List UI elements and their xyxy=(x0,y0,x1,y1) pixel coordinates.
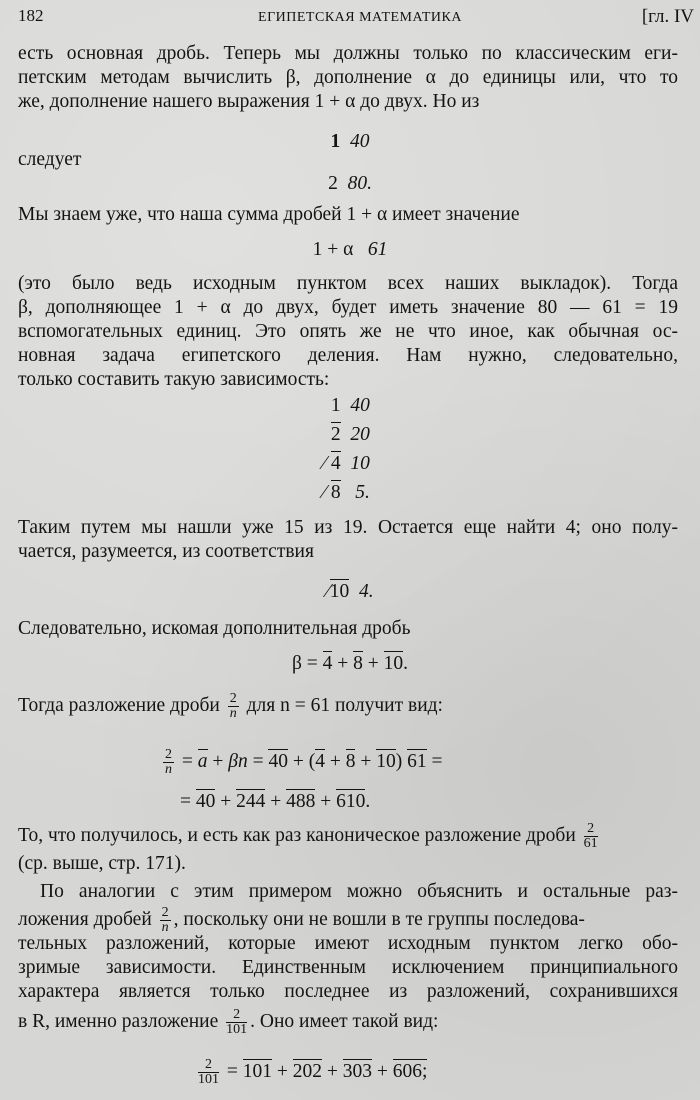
text-line: новная задача египетского деления. Нам нужно, следовательно, xyxy=(18,345,678,366)
text-line: Таким путем мы нашли уже 15 из 19. Остается еще найти 4; оно полу- xyxy=(18,517,678,538)
text-line: в R, именно разложение $\frac{2}{101}$ . Оно имеет такой вид: xyxy=(18,1007,439,1037)
text-line: же, дополнение нашего выражения 1 + α до двух. Но из xyxy=(18,91,480,112)
paragraph-2: Мы знаем уже, что наша сумма дробей 1 + α имеет значение xyxy=(18,204,520,225)
text-line: (ср. выше, стр. 171). xyxy=(18,853,186,874)
chapter-marker: [гл. IV xyxy=(641,6,694,27)
table-row: ⁄ 8 5. xyxy=(322,482,370,503)
text-line: По аналогии с этим примером можно объяснить и остальные раз- xyxy=(40,881,678,902)
page-number: 182 xyxy=(18,6,44,25)
text-follows: следует xyxy=(18,149,82,170)
equation-6: $\frac{2}{n}$ = a + βn = 40 + (4 + 8 + 10) 61 = xyxy=(165,747,443,777)
equation-7: = 40 + 244 + 488 + 610. xyxy=(180,791,371,812)
equation-1: 1 40 xyxy=(330,131,370,152)
paragraph-6: Тогда разложение дроби $\frac{2}{n}$ для n = 61 получит вид: xyxy=(18,691,443,721)
table-row: ⁄ 4 10 xyxy=(322,453,370,474)
paragraph-5: Следовательно, искомая дополнительная дробь xyxy=(18,618,411,639)
text-line: тельных разложений, которые имеют исходным пунктом легко обо- xyxy=(18,933,678,954)
text-line: ложения дробей $\frac{2}{n}$ , поскольку они не вошли в те группы последова- xyxy=(18,905,585,935)
table-row: 1 40 xyxy=(330,395,370,416)
equation-3: 1 + α 61 xyxy=(312,239,388,260)
text-line: только составить такую зависимость: xyxy=(18,369,330,390)
paragraph-7: То, что получилось, и есть как раз каноническое разложение дроби $\frac{2}{61}$ xyxy=(18,821,598,851)
text-line: чается, разумеется, из соответствия xyxy=(18,541,314,562)
text-line: петским методам вычислить β, дополнение α до единицы или, что то xyxy=(18,67,678,88)
running-title: ЕГИПЕТСКАЯ МАТЕМАТИКА xyxy=(258,10,462,25)
table-row: 2 20 xyxy=(330,424,370,445)
text-line: есть основная дробь. Теперь мы должны только по классическим еги- xyxy=(18,43,678,64)
text-line: зримые зависимости. Единственным исключением принципиального xyxy=(18,957,678,978)
equation-2: 2 80. xyxy=(328,173,372,194)
text-line: β, дополняющее 1 + α до двух, будет иметь значение 80 — 61 = 19 xyxy=(18,297,678,318)
text-line: характера является только последнее из разложений, сохранившихся xyxy=(18,981,678,1002)
equation-8: $\frac{2}{101}$ = 101 + 202 + 303 + 606; xyxy=(198,1057,428,1087)
text-line: (это было ведь исходным пунктом всех наших выкладок). Тогда xyxy=(18,273,678,294)
text-line: вспомогательных единиц. Это опять же не что иное, как обычная ос- xyxy=(18,321,678,342)
equation-4: ⁄10 4. xyxy=(326,581,374,602)
equation-5: β = 4 + 8 + 10. xyxy=(291,653,409,674)
